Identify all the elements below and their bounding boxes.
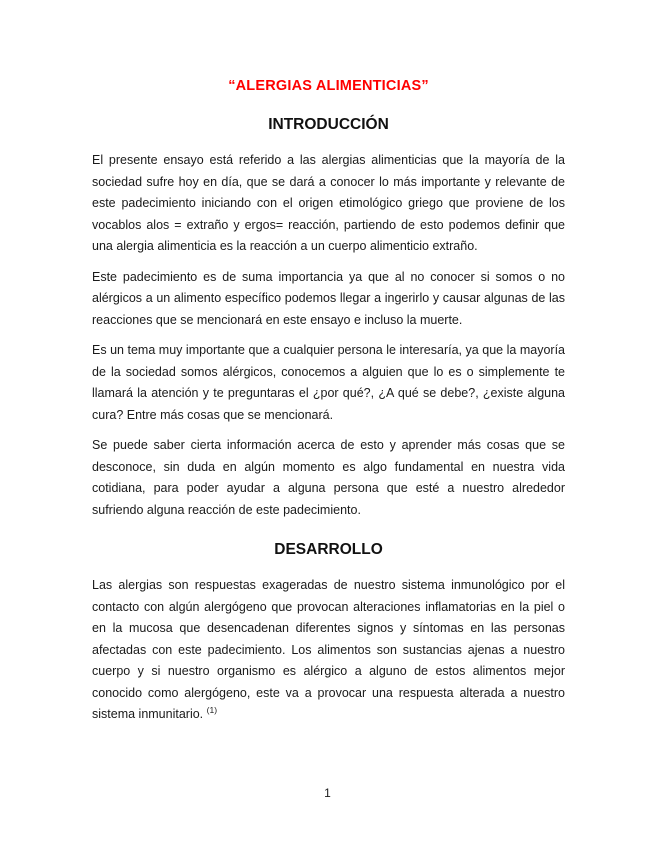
footnote-reference: (1)	[206, 704, 218, 715]
heading-introduccion: INTRODUCCIÓN	[268, 116, 389, 133]
document-title: “ALERGIAS ALIMENTICIAS”	[228, 78, 429, 94]
desarrollo-paragraph-text: Las alergias son respuestas exageradas de nuestro sistema inmunológico por el contacto con algún alergógeno que provocan alteraciones inflamatorias en la piel o en la mucosa que desencadenan diferentes signos y síntomas en las personas afectadas con este padecimiento. Los alimentos son sustancias ajenas a nuestro cuerpo y si nuestro organismo es alérgico a alguno de estos alimentos mejor conocido como alergógeno, este va a provocar una respuesta alterada a nuestro sistema inmunitario.	[92, 578, 565, 721]
intro-paragraph-1: El presente ensayo está referido a las alergias alimenticias que la mayoría de la sociedad sufre hoy en día, que se dará a conocer lo más importante y relevante de este padecimiento iniciando con el origen etimológico griego que proviene de los vocablos alos = extraño y ergos= reacción, partiendo de esto podemos definir que una alergia alimenticia es la reacción a un cuerpo alimenticio extraño.	[92, 153, 565, 253]
intro-paragraph-2: Este padecimiento es de suma importancia ya que al no conocer si somos o no alérgicos a un alimento específico podemos llegar a ingerirlo y causar algunas de las reacciones que se mencionará en este ensayo e incluso la muerte.	[92, 269, 565, 327]
intro-paragraph-3: Es un tema muy importante que a cualquier persona le interesaría, ya que la mayoría de la sociedad somos alérgicos, conocemos a alguien que lo es o simplemente te llamará la atención y te preguntaras el ¿por qué?, ¿A qué se debe?, ¿existe alguna cura? Entre más cosas que se mencionará.	[92, 343, 565, 422]
desarrollo-paragraph-1	[92, 575, 565, 726]
page-number: 1	[324, 786, 331, 800]
heading-desarrollo: DESARROLLO	[274, 541, 383, 558]
intro-paragraph-4: Se puede saber cierta información acerca de esto y aprender más cosas que se desconoce, sin duda en algún momento es algo fundamental en nuestra vida cotidiana, para poder ayudar a alguna persona que esté a nuestro alrededor sufriendo alguna reacción de este padecimiento.	[92, 438, 565, 517]
